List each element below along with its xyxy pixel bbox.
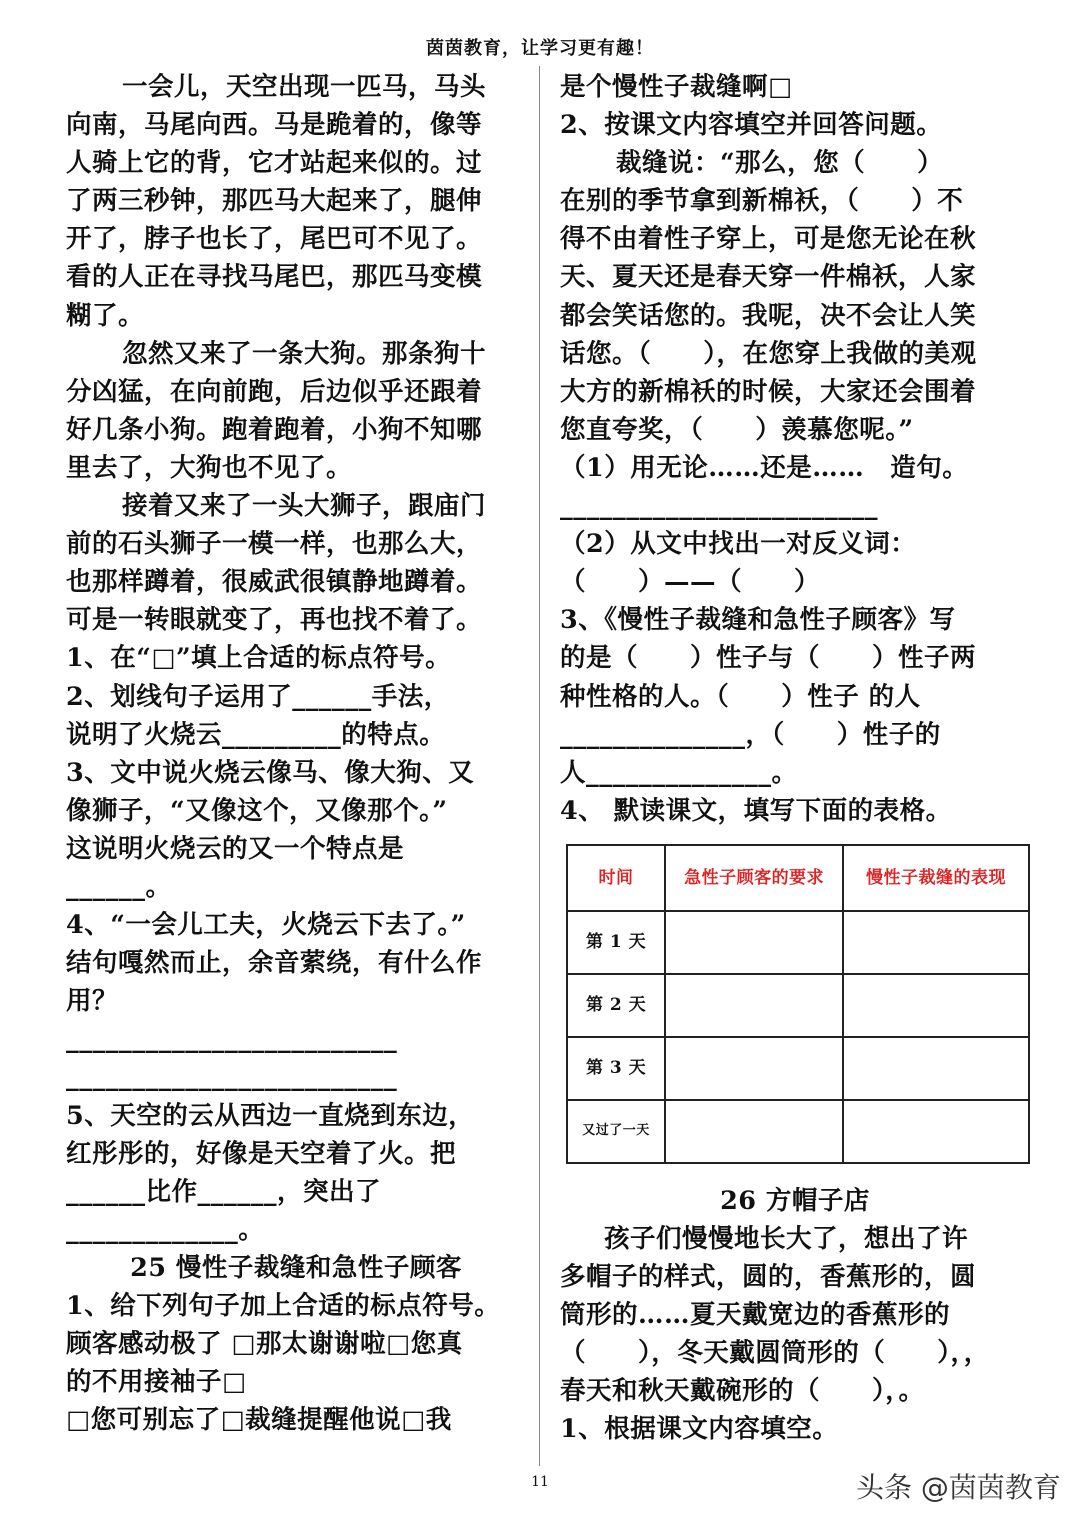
question-line: 1、给下列句子加上合适的标点符号。 [66, 1291, 501, 1321]
table-cell[interactable] [665, 1100, 843, 1163]
question-line: 的是（ ）性子与（ ）性子两 [560, 643, 977, 674]
question-line: 3、《慢性子裁缝和急性子顾客》写 [560, 605, 956, 636]
question-line: 1、根据课文内容填空。 [560, 1414, 839, 1445]
question-line: 种性格的人。（ ）性子 的人 [560, 681, 921, 712]
table-cell[interactable] [665, 974, 843, 1037]
table-header-row [567, 845, 1029, 911]
left-column [66, 68, 526, 1439]
question-line: 4、“一会儿工夫，火烧云下去了。” [66, 910, 466, 941]
question-line: 1、在“□”填上合适的标点符号。 [66, 643, 452, 674]
text-line: 天、夏天还是春天穿一件棉袄，人家 [560, 262, 977, 293]
table-header-cell: 急性子顾客的要求 [665, 845, 843, 911]
lesson-title: 25 慢性子裁缝和急性子顾客 [130, 1252, 462, 1283]
table-cell: 第 3 天 [567, 1037, 665, 1100]
text-line: 多帽子的样式，圆的，香蕉形的，圆 [560, 1262, 977, 1293]
page-header: 茵茵教育，让学习更有趣！ [426, 38, 654, 59]
text-line: 也那样蹲着，很威武很镇静地蹲着。 [66, 567, 483, 598]
question-line: 红彤彤的，好像是天空着了火。把 [66, 1138, 457, 1169]
page-number: 11 [531, 1474, 549, 1490]
text-line: 话您。（ ），在您穿上我做的美观 [560, 338, 977, 369]
text-line: 在别的季节拿到新棉袄，（ ）不 [560, 186, 964, 217]
text-line: 裁缝说：“那么，您（ ） [616, 148, 944, 179]
table-cell[interactable] [665, 911, 843, 974]
text-line: 接着又来了一头大狮子，跟庙门 [122, 491, 487, 522]
table-cell[interactable] [843, 1100, 1029, 1163]
text-line: 分凶猛，在向前跑，后边似乎还跟着 [66, 376, 483, 407]
text-line: （ ），冬天戴圆筒形的（ ），， [560, 1338, 990, 1369]
answer-blank-line: ________________________ [560, 491, 878, 522]
table-row [567, 911, 1029, 974]
question-line: 结句嘎然而止，余音萦绕，有什么作 [66, 948, 483, 979]
question-line: 人______________。 [560, 757, 798, 788]
answer-blank-line: _____________。 [66, 1214, 265, 1245]
question-line: 像狮子，“又像这个，又像那个。” [66, 795, 448, 826]
question-line: ______________，（ ）性子的 [560, 719, 941, 750]
text-line: 孩子们慢慢地长大了，想出了许 [604, 1223, 969, 1254]
fill-in-table [566, 844, 1030, 1164]
question-line: 5、天空的云从西边一直烧到东边， [66, 1100, 475, 1131]
text-line: 一会儿，天空出现一匹马，马头 [122, 72, 487, 102]
text-line: 前的石头狮子一模一样，也那么大， [66, 529, 483, 560]
question-line: （2）从文中找出一对反义词： [560, 529, 917, 560]
question-line: ______比作______，突出了 [66, 1176, 382, 1207]
table-header-cell: 慢性子裁缝的表现 [843, 845, 1029, 911]
text-line: 得不由着性子穿上，可是您无论在秋 [560, 224, 977, 255]
text-line: 开了，脖子也长了，尾巴可不见了。 [66, 224, 483, 255]
question-line: 说明了火烧云_________的特点。 [66, 719, 446, 750]
table-cell[interactable] [843, 1037, 1029, 1100]
question-line: 顾客感动极了 □那太谢谢啦□您真 [66, 1329, 463, 1360]
answer-blank-line: _________________________ [66, 1062, 398, 1093]
text-line: 春天和秋天戴碗形的（ ），。 [560, 1376, 925, 1407]
text-line: 大方的新棉袄的时候，大家还会围着 [560, 376, 977, 407]
table-row [567, 1100, 1029, 1163]
answer-blank-line: _________________________ [66, 1024, 398, 1055]
text-line: 忽然又来了一条大狗。那条狗十 [122, 338, 487, 369]
text-line: 您直夸奖，（ ）羡慕您呢。” [560, 414, 914, 445]
text-line: 向南，马尾向西。马是跪着的，像等 [66, 110, 483, 141]
text-line: 都会笑话您的。我呢，决不会让人笑 [560, 300, 977, 331]
table-cell[interactable] [843, 974, 1029, 1037]
text-line: 里去了，大狗也不见了。 [66, 452, 353, 483]
question-line: □您可别忘了□裁缝提醒他说□我 [66, 1405, 452, 1436]
table-cell: 又过了一天 [567, 1100, 665, 1163]
question-line: 2、按课文内容填空并回答问题。 [560, 110, 943, 141]
text-line: 可是一转眼就变了，再也找不着了。 [66, 605, 483, 636]
table-cell: 第 1 天 [567, 911, 665, 974]
question-line: （1）用无论……还是…… 造句。 [560, 452, 969, 483]
text-line: 看的人正在寻找马尾巴，那匹马变模 [66, 262, 483, 293]
question-line: 3、文中说火烧云像马、像大狗、又 [66, 757, 475, 788]
question-line: 4、 默读课文，填写下面的表格。 [560, 795, 952, 826]
table-row [567, 1037, 1029, 1100]
question-line: 用？ [66, 986, 119, 1017]
question-line: 2、划线句子运用了______手法， [66, 681, 450, 712]
watermark: 头条 @茵茵教育 [856, 1471, 1061, 1504]
right-column [560, 68, 1030, 1449]
answer-blank-line: ______。 [66, 871, 172, 902]
question-line: 这说明火烧云的又一个特点是 [66, 833, 405, 864]
text-line: 了两三秒钟，那匹马大起来了，腿伸 [66, 186, 483, 217]
table-header-cell: 时间 [567, 845, 665, 911]
table-cell: 第 2 天 [567, 974, 665, 1037]
text-line: 糊了。 [66, 300, 145, 331]
text-line: 人骑上它的背，它才站起来似的。过 [66, 148, 483, 179]
lesson-title: 26 方帽子店 [720, 1185, 870, 1216]
text-line: 好几条小狗。跑着跑着，小狗不知哪 [66, 414, 483, 445]
text-line: 筒形的……夏天戴宽边的香蕉形的 [560, 1300, 951, 1331]
question-line: （ ）——（ ） [560, 567, 821, 598]
column-divider [539, 66, 540, 1466]
table-cell[interactable] [843, 911, 1029, 974]
table-cell[interactable] [665, 1037, 843, 1100]
table-row [567, 974, 1029, 1037]
question-line: 的不用接袖子□ [66, 1367, 247, 1398]
text-line: 是个慢性子裁缝啊□ [560, 72, 793, 102]
